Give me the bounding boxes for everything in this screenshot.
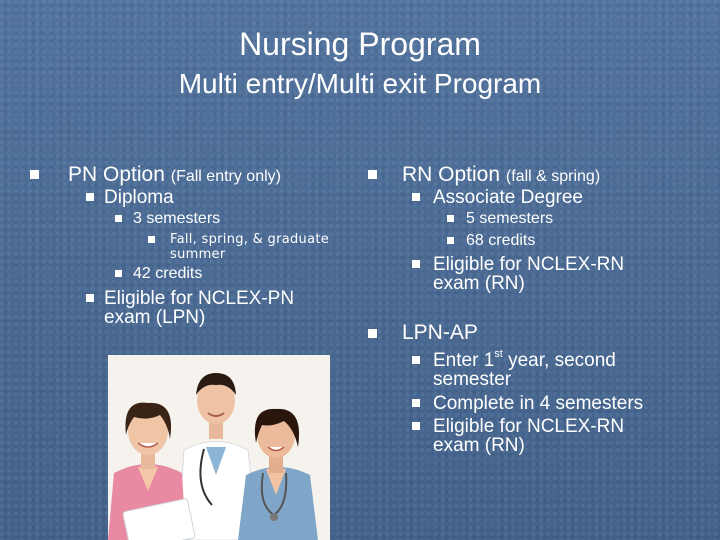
bullet-icon xyxy=(412,356,420,364)
rn-option-note: (fall & spring) xyxy=(505,168,601,185)
diploma-label: Diploma xyxy=(104,187,174,208)
nclex-rn2-line2: exam (RN) xyxy=(433,435,525,456)
bullet-icon xyxy=(368,170,377,179)
enter-line1 xyxy=(433,348,616,371)
nclex-rn2-line1: Eligible for NCLEX-RN xyxy=(433,416,625,437)
slide-subtitle: Multi entry/Multi exit Program xyxy=(178,68,542,99)
pn-option-heading xyxy=(68,164,281,185)
bullet-icon xyxy=(412,422,420,430)
lpn-ap-heading: LPN-AP xyxy=(402,321,478,344)
bullet-icon xyxy=(115,215,122,222)
pn-option-note: (Fall entry only) xyxy=(170,168,281,185)
bullet-icon xyxy=(115,270,122,277)
enter-superscript: st xyxy=(494,348,503,360)
slide-title: Nursing Program xyxy=(239,26,481,62)
bullet-icon xyxy=(30,170,39,179)
pn-semesters-label: 3 semesters xyxy=(133,210,221,227)
bullet-icon xyxy=(86,193,94,201)
bullet-icon xyxy=(412,399,420,407)
pn-option-label: PN Option xyxy=(68,163,165,186)
associate-degree-label: Associate Degree xyxy=(433,187,583,208)
pn-terms-line1: Fall, spring, & graduate xyxy=(170,232,330,247)
pn-credits-label: 42 credits xyxy=(133,265,203,282)
bullet-icon xyxy=(447,215,454,222)
bullet-icon xyxy=(368,329,377,338)
bullet-icon xyxy=(447,237,454,244)
pn-terms-line2: summer xyxy=(170,247,226,262)
complete-label: Complete in 4 semesters xyxy=(433,393,644,414)
bullet-icon xyxy=(412,260,420,268)
rn-semesters-label: 5 semesters xyxy=(466,210,554,227)
nclex-pn-line2: exam (LPN) xyxy=(104,307,206,328)
nclex-pn-line1: Eligible for NCLEX-PN xyxy=(104,288,295,309)
bullet-icon xyxy=(412,193,420,201)
nurses-photo xyxy=(108,355,330,540)
enter-line2: semester xyxy=(433,369,512,390)
nclex-rn-line1: Eligible for NCLEX-RN xyxy=(433,254,625,275)
bullet-icon xyxy=(86,294,94,302)
nclex-rn-line2: exam (RN) xyxy=(433,273,525,294)
enter-text-pre: Enter 1 xyxy=(433,350,495,371)
enter-text-post: year, second xyxy=(502,350,616,371)
rn-option-heading xyxy=(402,164,600,185)
rn-option-label: RN Option xyxy=(402,163,501,186)
rn-credits-label: 68 credits xyxy=(466,232,536,249)
bullet-icon xyxy=(148,236,155,243)
